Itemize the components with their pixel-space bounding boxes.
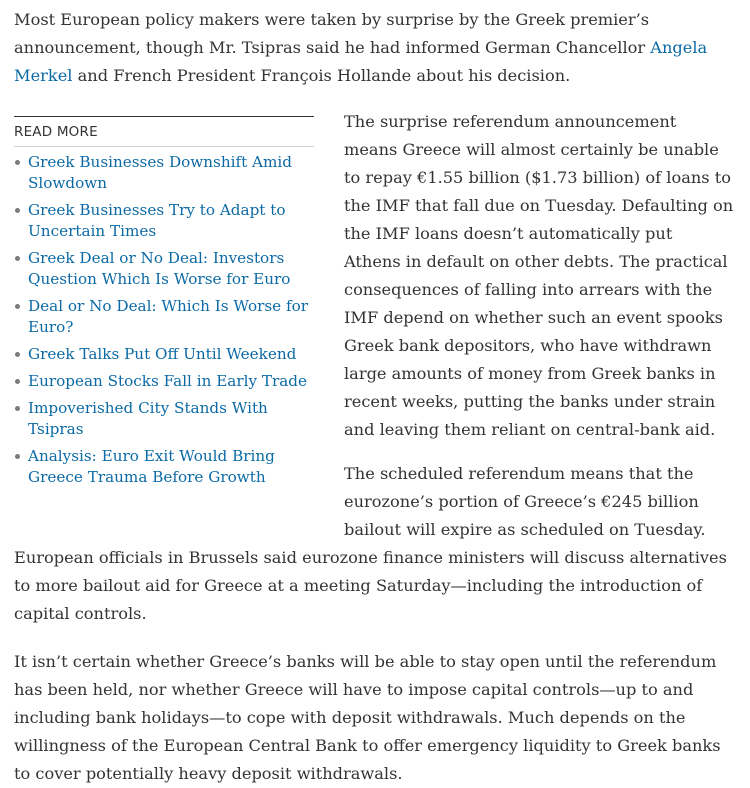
read-more-box xyxy=(14,116,314,494)
angela-merkel-link[interactable]: Angela Merkel xyxy=(14,38,708,85)
referendum-paragraph: The surprise referendum announcement means Greece will almost certainly be unable to repay €1.55 billion ($1.73 billion) of loans to the IMF that fall due on Tuesday. Defaulting on the IMF loans doesn’t automatically put Athens in default on other debts. The practical consequences of falling into arrears with the IMF depend on whether such an event spooks Greek bank depositors, who have withdrawn large amounts of money from Greek banks in recent weeks, putting the banks under strain and leaving them reliant on central-bank aid. xyxy=(344,112,734,439)
bullet-icon xyxy=(15,406,20,411)
bullet-icon xyxy=(15,304,20,309)
read-more-link[interactable]: Greek Businesses Downshift Amid Slowdown xyxy=(28,153,292,192)
read-more-link[interactable]: Greek Deal or No Deal: Investors Question Which Is Worse for Euro xyxy=(28,249,291,288)
read-more-link[interactable]: Greek Businesses Try to Adapt to Uncertain Times xyxy=(28,201,286,240)
intro-paragraph xyxy=(14,6,714,90)
read-more-link[interactable]: Deal or No Deal: Which Is Worse for Euro? xyxy=(28,297,309,336)
list-item xyxy=(14,200,314,242)
bullet-icon xyxy=(15,160,20,165)
read-more-link[interactable]: Analysis: Euro Exit Would Bring Greece Trauma Before Growth xyxy=(28,447,275,486)
list-item xyxy=(14,152,314,194)
bailout-paragraph: The scheduled referendum means that the eurozone’s portion of Greece’s €245 billion bailout will expire as scheduled on Tuesday. xyxy=(344,464,706,539)
bullet-icon xyxy=(15,454,20,459)
bullet-icon xyxy=(15,379,20,384)
read-more-link[interactable]: European Stocks Fall in Early Trade xyxy=(28,372,308,390)
bullet-icon xyxy=(15,208,20,213)
capital-controls-paragraph: European officials in Brussels said eurozone finance ministers will discuss alternatives to more bailout aid for Greece at a meeting Saturday—including the introduction of capital controls. xyxy=(14,548,727,623)
intro-text-after: and French President François Hollande about his decision. xyxy=(72,66,571,85)
bullet-icon xyxy=(15,256,20,261)
list-item xyxy=(14,371,314,392)
read-more-list xyxy=(14,146,314,488)
intro-text-before: Most European policy makers were taken by surprise by the Greek premier’s announcement, though Mr. Tsipras said he had informed German Chancellor xyxy=(14,10,651,57)
list-item xyxy=(14,344,314,365)
bullet-icon xyxy=(15,352,20,357)
list-item xyxy=(14,296,314,338)
read-more-link[interactable]: Greek Talks Put Off Until Weekend xyxy=(28,345,297,363)
read-more-link[interactable]: Impoverished City Stands With Tsipras xyxy=(28,399,268,438)
list-item xyxy=(14,446,314,488)
banks-paragraph: It isn’t certain whether Greece’s banks will be able to stay open until the referendum has been held, nor whether Greece will have to impose capital controls—up to and including bank holidays—to cope with deposit withdrawals. Much depends on the willingness of the European Central Bank to offer emergency liquidity to Greek banks to cover potentially heavy deposit withdrawals. xyxy=(14,652,721,783)
list-item xyxy=(14,248,314,290)
read-more-heading: READ MORE xyxy=(14,124,98,140)
list-item xyxy=(14,398,314,440)
